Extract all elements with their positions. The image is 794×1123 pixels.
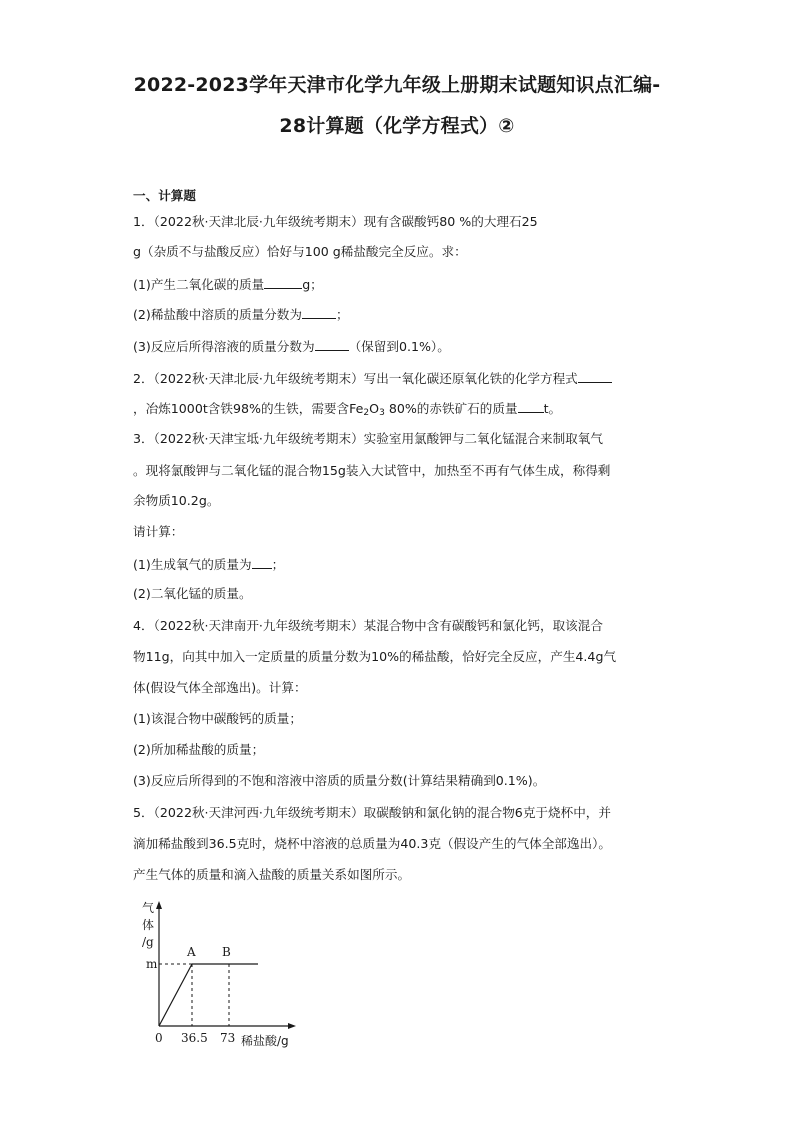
q1-sub2 — [133, 306, 349, 323]
q5-line3: 产生气体的质量和滴入盐酸的质量关系如图所示。 — [133, 867, 411, 882]
q1-line2: g（杂质不与盐酸反应）恰好与100 g稀盐酸完全反应。求： — [133, 244, 467, 259]
y-tick-m: m — [146, 957, 158, 971]
q1-sub3-text: (3)反应后所得溶液的质量分数为 — [133, 339, 315, 354]
q1-sub1-unit: g； — [302, 277, 323, 292]
y-axis-label-1: 气 — [142, 901, 155, 915]
answer-blank[interactable] — [302, 306, 336, 319]
x-axis-arrow-icon — [288, 1023, 296, 1029]
q2-line2-text2: 80%的赤铁矿石的质量 — [384, 401, 518, 416]
answer-blank[interactable] — [578, 370, 612, 383]
x-tick-73: 73 — [220, 1031, 236, 1045]
q2-line2 — [133, 400, 561, 417]
q3-sub2: (2)二氧化锰的质量。 — [133, 586, 252, 601]
q3-line1: 3．（2022秋·天津宝坻·九年级统考期末）实验室用氯酸钾与二氧化锰混合来制取氧气 — [133, 431, 603, 446]
q1-line1: 1．（2022秋·天津北辰·九年级统考期末）现有含碳酸钙80 %的大理石25 — [133, 214, 538, 229]
y-axis-label-3: /g — [142, 935, 154, 949]
answer-blank[interactable] — [315, 338, 349, 351]
q1-sub3 — [133, 338, 450, 355]
q1-sub1 — [133, 276, 323, 293]
q4-line3: 体(假设气体全部逸出)。计算： — [133, 680, 307, 695]
x-axis-label: 稀盐酸/g — [241, 1034, 289, 1048]
answer-blank[interactable] — [252, 556, 272, 569]
y-axis-arrow-icon — [156, 901, 162, 909]
q3-sub1 — [133, 556, 284, 573]
answer-blank[interactable] — [264, 276, 302, 289]
origin-label: 0 — [155, 1031, 163, 1045]
q4-line2: 物11g，向其中加入一定质量的质量分数为10%的稀盐酸，恰好完全反应，产生4.4g气 — [133, 649, 617, 664]
q1-sub2-end: ； — [335, 307, 349, 322]
subscript: 2 — [363, 408, 370, 418]
q5-line1: 5．（2022秋·天津河西·九年级统考期末）取碳酸钠和氯化钠的混合物6克于烧杯中，并 — [133, 805, 611, 820]
q5-line2: 滴加稀盐酸到36.5克时，烧杯中溶液的总质量为40.3克（假设产生的气体全部逸出）。 — [133, 836, 611, 851]
q4-sub3: (3)反应后所得到的不饱和溶液中溶质的质量分数(计算结果精确到0.1%)。 — [133, 773, 546, 788]
q1-sub3-end: （保留到0.1%）。 — [348, 339, 450, 354]
rising-segment — [159, 964, 192, 1026]
gas-mass-chart — [128, 895, 308, 1055]
q2-line1 — [133, 370, 612, 387]
x-tick-36-5: 36.5 — [181, 1031, 208, 1045]
point-label-b: B — [222, 945, 231, 959]
q4-line1: 4．（2022秋·天津南开·九年级统考期末）某混合物中含有碳酸钙和氯化钙，取该混合 — [133, 618, 603, 633]
answer-blank[interactable] — [518, 400, 544, 413]
q2-line2-unit: t。 — [543, 401, 562, 416]
q2-line1-text: 2．（2022秋·天津北辰·九年级统考期末）写出一氧化碳还原氧化铁的化学方程式 — [133, 371, 578, 386]
oxygen-symbol: O — [369, 401, 380, 416]
y-axis-label-2: 体 — [142, 918, 155, 932]
q2-line2-text: ，冶炼1000t含铁98%的生铁，需要含Fe — [133, 401, 364, 416]
section-heading: 一、计算题 — [133, 188, 196, 203]
page-title-line2: 28计算题（化学方程式）② — [279, 115, 515, 137]
q1-sub1-text: (1)产生二氧化碳的质量 — [133, 277, 265, 292]
point-label-a: A — [187, 945, 196, 959]
q3-sub1-text: (1)生成氧气的质量为 — [133, 557, 252, 572]
q4-sub1: (1)该混合物中碳酸钙的质量； — [133, 711, 302, 726]
q4-sub2: (2)所加稀盐酸的质量； — [133, 742, 265, 757]
q3-line3: 余物质10.2g。 — [133, 493, 220, 508]
page-title-line1: 2022-2023学年天津市化学九年级上册期末试题知识点汇编- — [133, 74, 661, 96]
subscript: 3 — [379, 408, 385, 418]
q3-line2: 。现将氯酸钾与二氧化锰的混合物15g装入大试管中，加热至不再有气体生成，称得剩 — [133, 463, 611, 478]
q3-sub1-end: ； — [271, 557, 285, 572]
q3-line4: 请计算： — [133, 524, 184, 539]
q1-sub2-text: (2)稀盐酸中溶质的质量分数为 — [133, 307, 302, 322]
